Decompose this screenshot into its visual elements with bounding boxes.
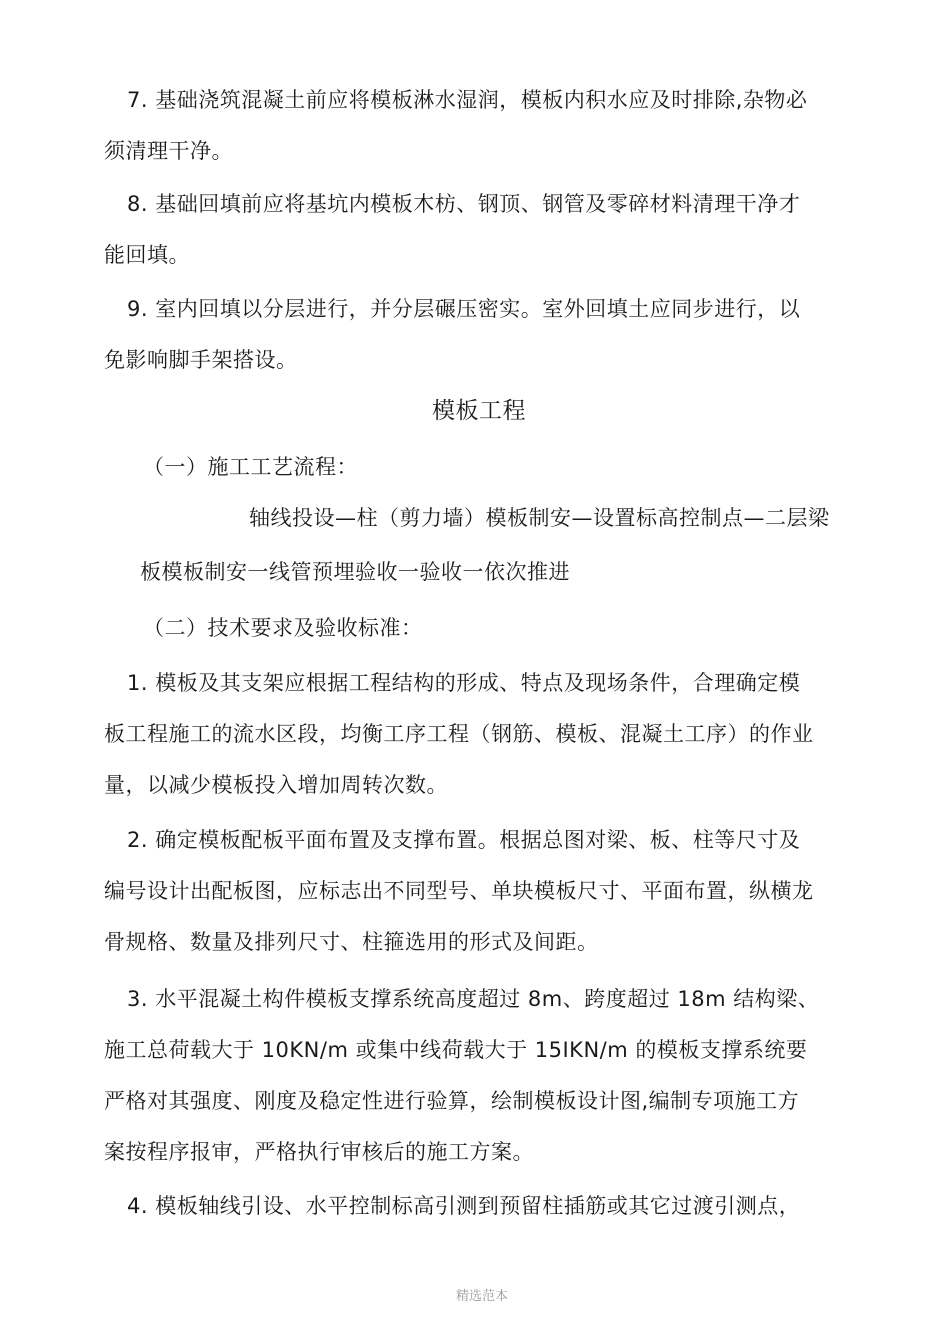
process-flow-line-1: 轴线投设—柱（剪力墙）模板制安—设置标高控制点—二层梁 bbox=[249, 506, 830, 530]
item-3-line-4: 案按程序报审，严格执行审核后的施工方案。 bbox=[104, 1140, 534, 1164]
page-footer: 精选范本 bbox=[456, 1289, 509, 1304]
paragraph-8-line-2: 能回填。 bbox=[104, 243, 190, 267]
paragraph-7-line-1: 7. 基础浇筑混凝土前应将模板淋水湿润，模板内积水应及时排除,杂物必 bbox=[127, 88, 808, 112]
section-title: 模板工程 bbox=[432, 398, 526, 424]
paragraph-8-line-1: 8. 基础回填前应将基坑内模板木枋、钢顶、钢管及零碎材料清理干净才 bbox=[127, 192, 801, 216]
item-1-line-1: 1. 模板及其支架应根据工程结构的形成、特点及现场条件，合理确定模 bbox=[127, 671, 801, 695]
subsection-2-heading: （二）技术要求及验收标准： bbox=[143, 616, 423, 640]
item-1-line-2: 板工程施工的流水区段，均衡工序工程（钢筋、模板、混凝土工序）的作业 bbox=[104, 722, 814, 746]
process-flow-line-2: 板模板制安一线管预埋验收一验收一依次推进 bbox=[140, 560, 570, 584]
paragraph-9-line-1: 9. 室内回填以分层进行，并分层碾压密实。室外回填土应同步进行，以 bbox=[127, 297, 801, 321]
item-3-line-1: 3. 水平混凝土构件模板支撑系统高度超过 8m、跨度超过 18m 结构梁、 bbox=[127, 987, 820, 1011]
item-2-line-3: 骨规格、数量及排列尺寸、柱箍选用的形式及间距。 bbox=[104, 930, 599, 954]
item-2-line-2: 编号设计出配板图，应标志出不同型号、单块模板尺寸、平面布置，纵横龙 bbox=[104, 879, 814, 903]
paragraph-9-line-2: 免影响脚手架搭设。 bbox=[104, 348, 298, 372]
item-3-line-2: 施工总荷载大于 10KN/m 或集中线荷载大于 15IKN/m 的模板支撑系统要 bbox=[104, 1038, 808, 1062]
item-2-line-1: 2. 确定模板配板平面布置及支撑布置。根据总图对梁、板、柱等尺寸及 bbox=[127, 828, 801, 852]
paragraph-7-line-2: 须清理干净。 bbox=[104, 139, 233, 163]
item-4-line-1: 4. 模板轴线引设、水平控制标高引测到预留柱插筋或其它过渡引测点， bbox=[127, 1194, 801, 1218]
item-3-line-3: 严格对其强度、刚度及稳定性进行验算，绘制模板设计图,编制专项施工方 bbox=[104, 1089, 800, 1113]
item-1-line-3: 量，以减少模板投入增加周转次数。 bbox=[104, 773, 448, 797]
subsection-1-heading: （一）施工工艺流程： bbox=[143, 455, 358, 479]
